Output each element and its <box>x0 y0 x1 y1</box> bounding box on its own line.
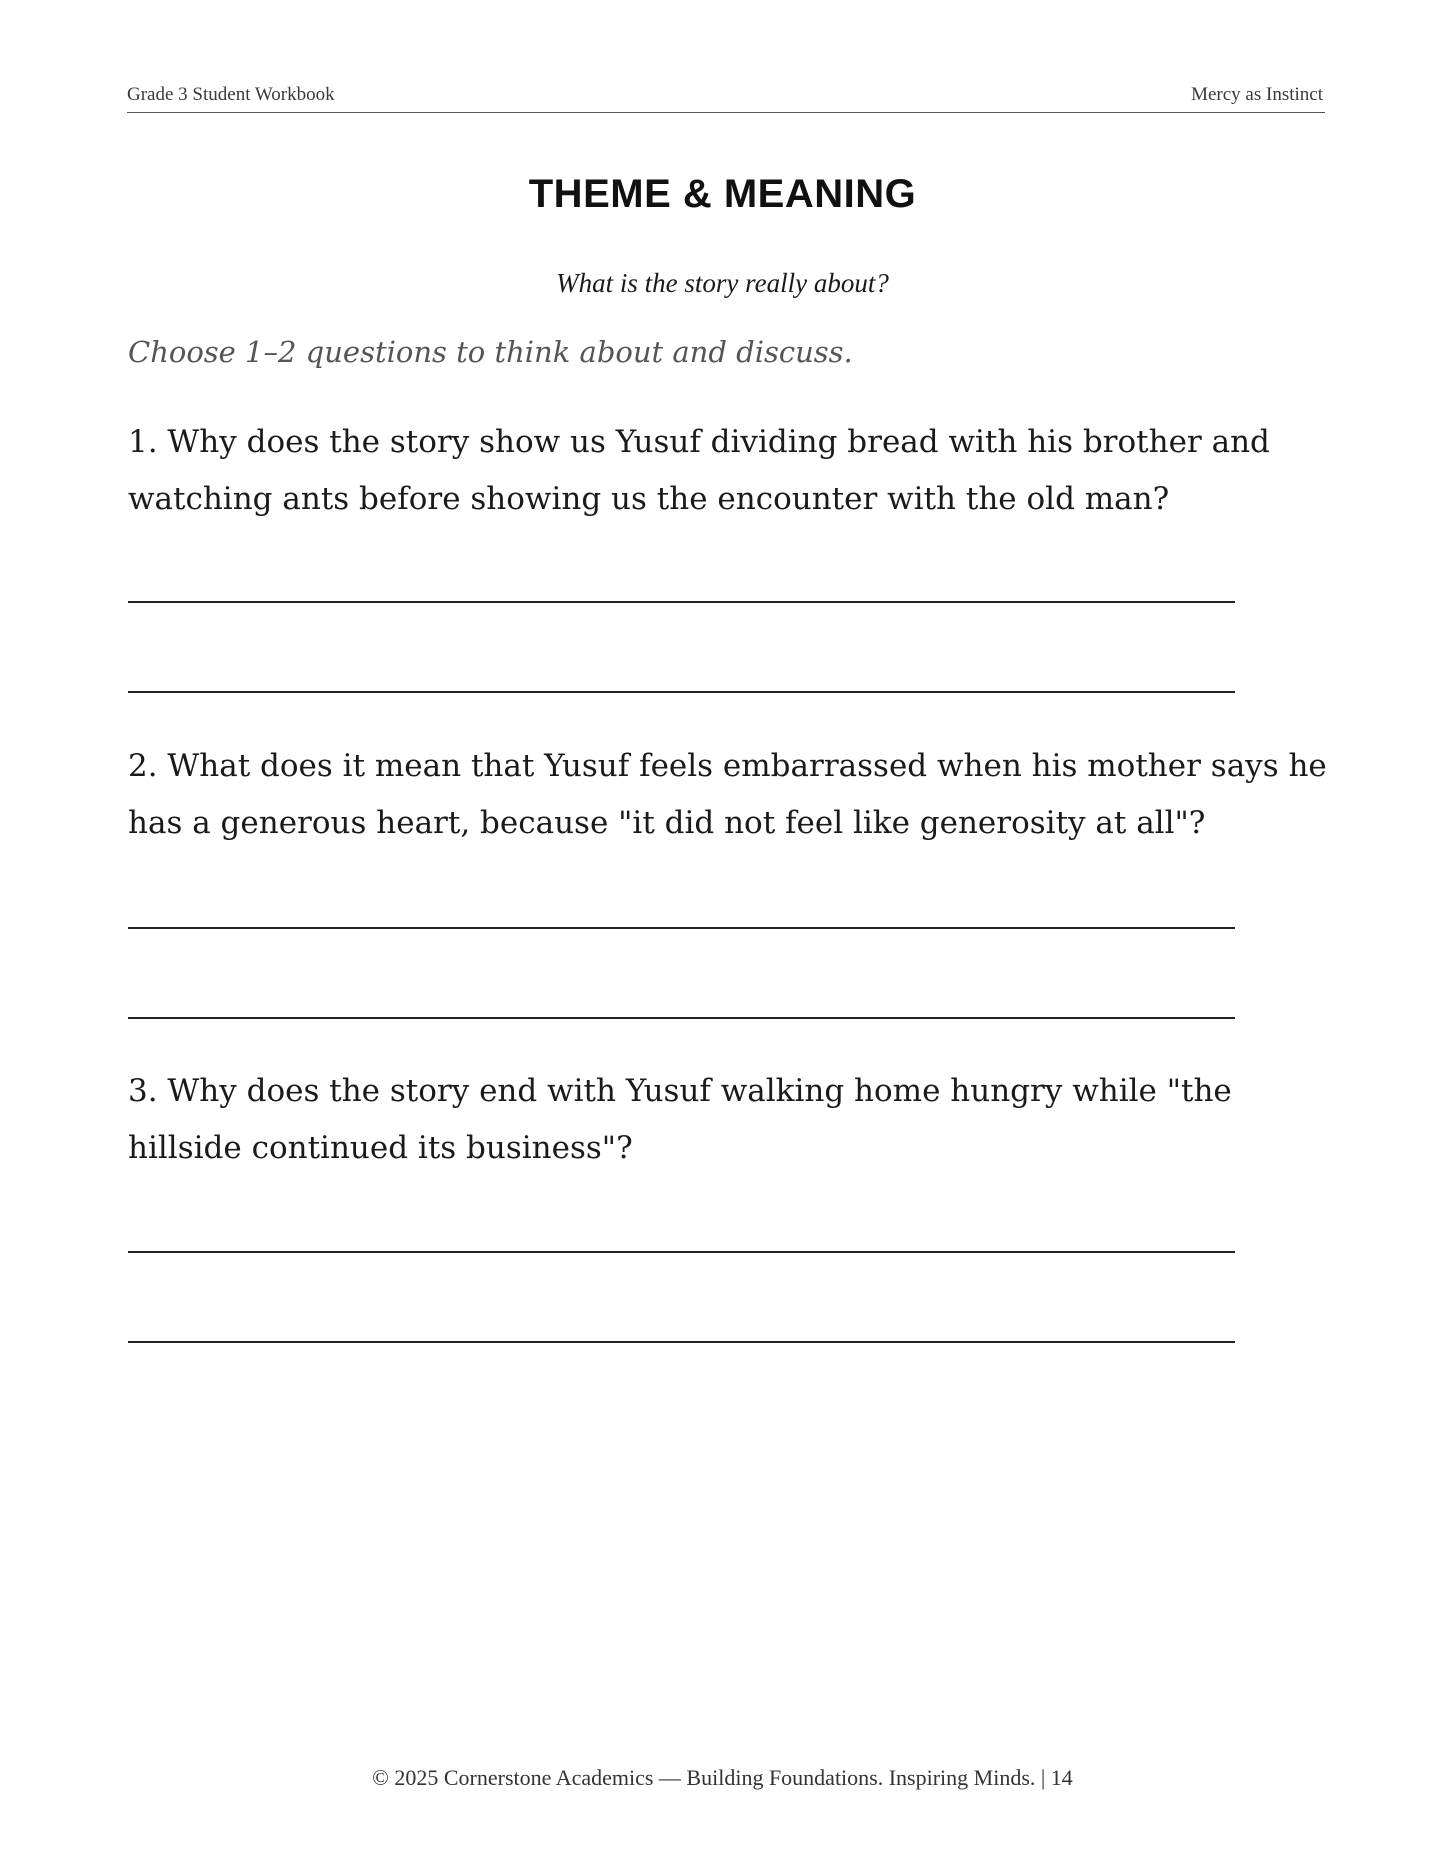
page-header <box>127 84 1325 113</box>
page-subtitle: What is the story really about? <box>556 268 889 298</box>
question-3: 3. Why does the story end with Yusuf walking home hungry while "the hillside continued its business"? <box>128 1073 1232 1166</box>
answer-line <box>128 1017 1235 1019</box>
page-footer: © 2025 Cornerstone Academics — Building Foundations. Inspiring Minds. | 14 <box>372 1765 1073 1790</box>
header-story-title: Mercy as Instinct <box>1191 84 1323 105</box>
answer-line <box>128 1251 1235 1253</box>
answer-line <box>128 691 1235 693</box>
answer-line <box>128 601 1235 603</box>
header-workbook-title: Grade 3 Student Workbook <box>127 84 335 105</box>
page-title: THEME & MEANING <box>528 172 917 216</box>
question-2: 2. What does it mean that Yusuf feels embarrassed when his mother says he has a generous heart, because "it did not feel like generosity at all"? <box>128 748 1327 841</box>
answer-line <box>128 1341 1235 1343</box>
instruction-text: Choose 1–2 questions to think about and discuss. <box>128 335 853 369</box>
answer-line <box>128 927 1235 929</box>
question-1: 1. Why does the story show us Yusuf dividing bread with his brother and watching ants before showing us the encounter with the old man? <box>128 424 1270 517</box>
